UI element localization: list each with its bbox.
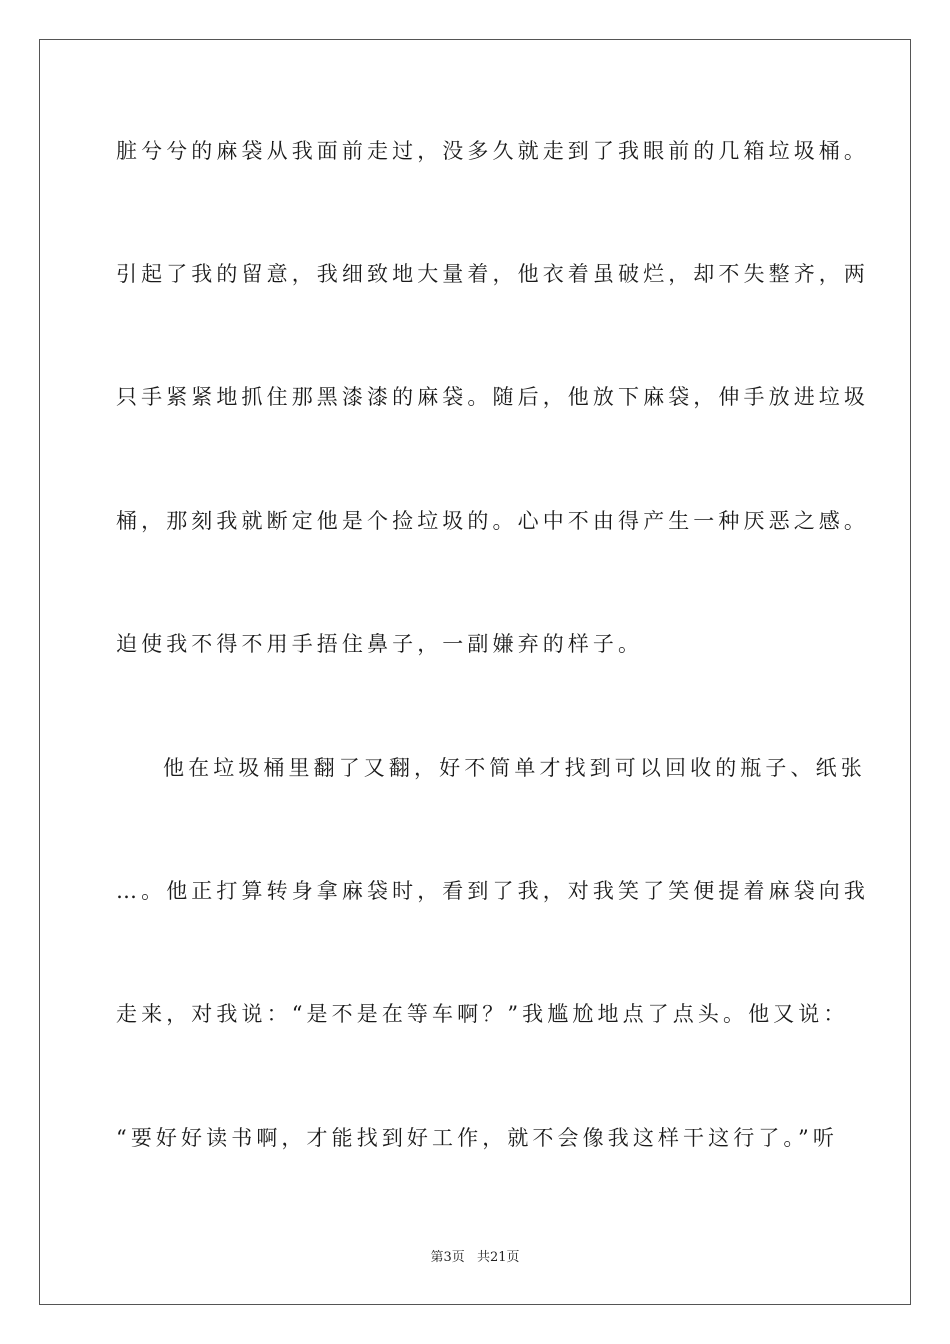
text-line-2: 引起了我的留意，我细致地大量着，他衣着虽破烂，却不失整齐，两 — [116, 262, 869, 286]
text-line-7: …。他正打算转身拿麻袋时，看到了我，对我笑了笑便提着麻袋向我 — [116, 879, 869, 903]
text-line-8: 走来，对我说：“是不是在等车啊？”我尴尬地点了点头。他又说： — [116, 1002, 849, 1026]
text-line-4: 桶，那刻我就断定他是个捡垃圾的。心中不由得产生一种厌恶之感。 — [116, 509, 869, 533]
page-total: 共21页 — [476, 1250, 520, 1265]
text-line-3: 只手紧紧地抓住那黑漆漆的麻袋。随后，他放下麻袋，伸手放进垃圾 — [116, 385, 869, 409]
text-line-9: “要好好读书啊，才能找到好工作，就不会像我这样干这行了。”听 — [116, 1126, 838, 1150]
paragraph-2-first-line: 他在垃圾桶里翻了又翻，好不简单才找到可以回收的瓶子、纸张 — [163, 756, 866, 780]
text-line-1: 脏兮兮的麻袋从我面前走过，没多久就走到了我眼前的几箱垃圾桶。 — [116, 139, 869, 163]
page-number: 第3页 — [430, 1250, 465, 1265]
page-border — [39, 39, 911, 1305]
text-line-5: 迫使我不得不用手捂住鼻子，一副嫌弃的样子。 — [116, 632, 644, 656]
page-footer — [0, 1246, 950, 1265]
